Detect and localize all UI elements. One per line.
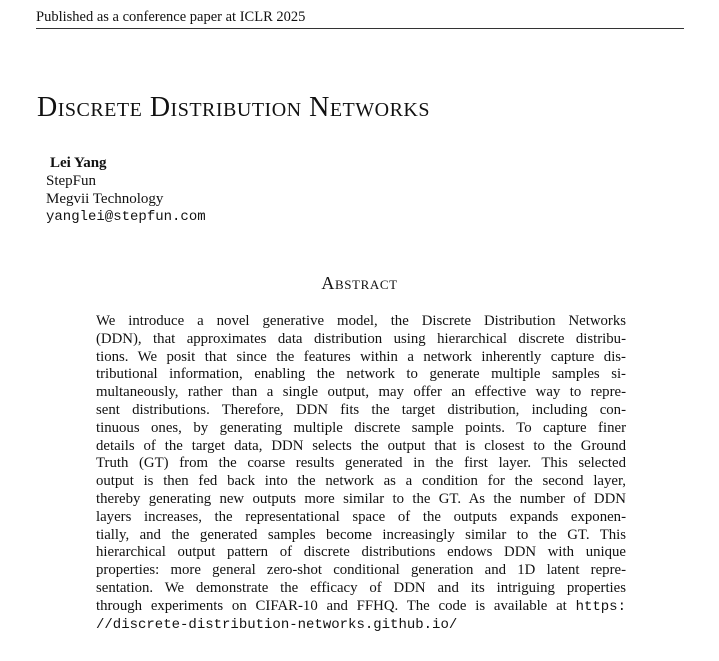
abstract-line: We introduce a novel generative model, the Discrete Distribution Networks [96, 313, 626, 329]
author-email[interactable]: yanglei@stepfun.com [46, 209, 206, 225]
abstract-line: sent distributions. Therefore, DDN fits the target distribution, including con- [96, 401, 626, 418]
abstract-line-text: through experiments on CIFAR-10 and FFHQ. The code is available at [96, 597, 567, 614]
abstract-line: tributional information, enabling the network to generate multiple samples si- [96, 366, 626, 383]
abstract-line: tially, and the generated samples become increasingly similar to the GT. This [96, 526, 626, 543]
abstract-line: thereby generating new outputs more similar to the GT. As the number of DDN [96, 490, 626, 507]
abstract-line: Truth (GT) from the coarse results generated in the first layer. This selected [96, 455, 626, 472]
running-header [36, 8, 684, 29]
abstract-body [96, 313, 626, 633]
code-link-head[interactable]: https: [575, 598, 626, 615]
abstract-line: layers increases, the representational space of the outputs expands exponen- [96, 508, 626, 525]
code-link[interactable]: //discrete-distribution-networks.github.io/ [96, 616, 458, 633]
abstract-line: sentation. We demonstrate the efficacy of DDN and its intriguing properties [96, 579, 626, 596]
abstract-line: (DDN), that approximates data distribution using hierarchical discrete distribu- [96, 330, 626, 347]
abstract-line-with-link-start [96, 598, 626, 616]
abstract-heading: Abstract [321, 273, 398, 293]
abstract-line: properties: more general zero-shot conditional generation and 1D latent repre- [96, 562, 626, 579]
abstract-line: multaneously, rather than a single output, may offer an effective way to repre- [96, 384, 626, 401]
conference-note: Published as a conference paper at ICLR 2025 [36, 9, 306, 25]
abstract-line: tions. We posit that since the features within a network inherently capture dis- [96, 348, 626, 365]
affiliation-megvii: Megvii Technology [46, 191, 164, 207]
abstract-line: output is then fed back into the network as a condition for the second layer, [96, 473, 626, 490]
abstract-line: details of the target data, DDN selects the output that is closest to the Ground [96, 437, 626, 454]
abstract-line-link [96, 616, 626, 634]
affiliation-stepfun: StepFun [46, 173, 97, 189]
abstract-line: tinuous ones, by generating multiple discrete sample points. To capture finer [96, 419, 626, 436]
paper-title: Discrete Distribution Networks [37, 92, 430, 123]
abstract-line: hierarchical output pattern of discrete distributions endows DDN with unique [96, 544, 626, 561]
author-name: Lei Yang [50, 155, 107, 171]
author-block [46, 154, 206, 227]
